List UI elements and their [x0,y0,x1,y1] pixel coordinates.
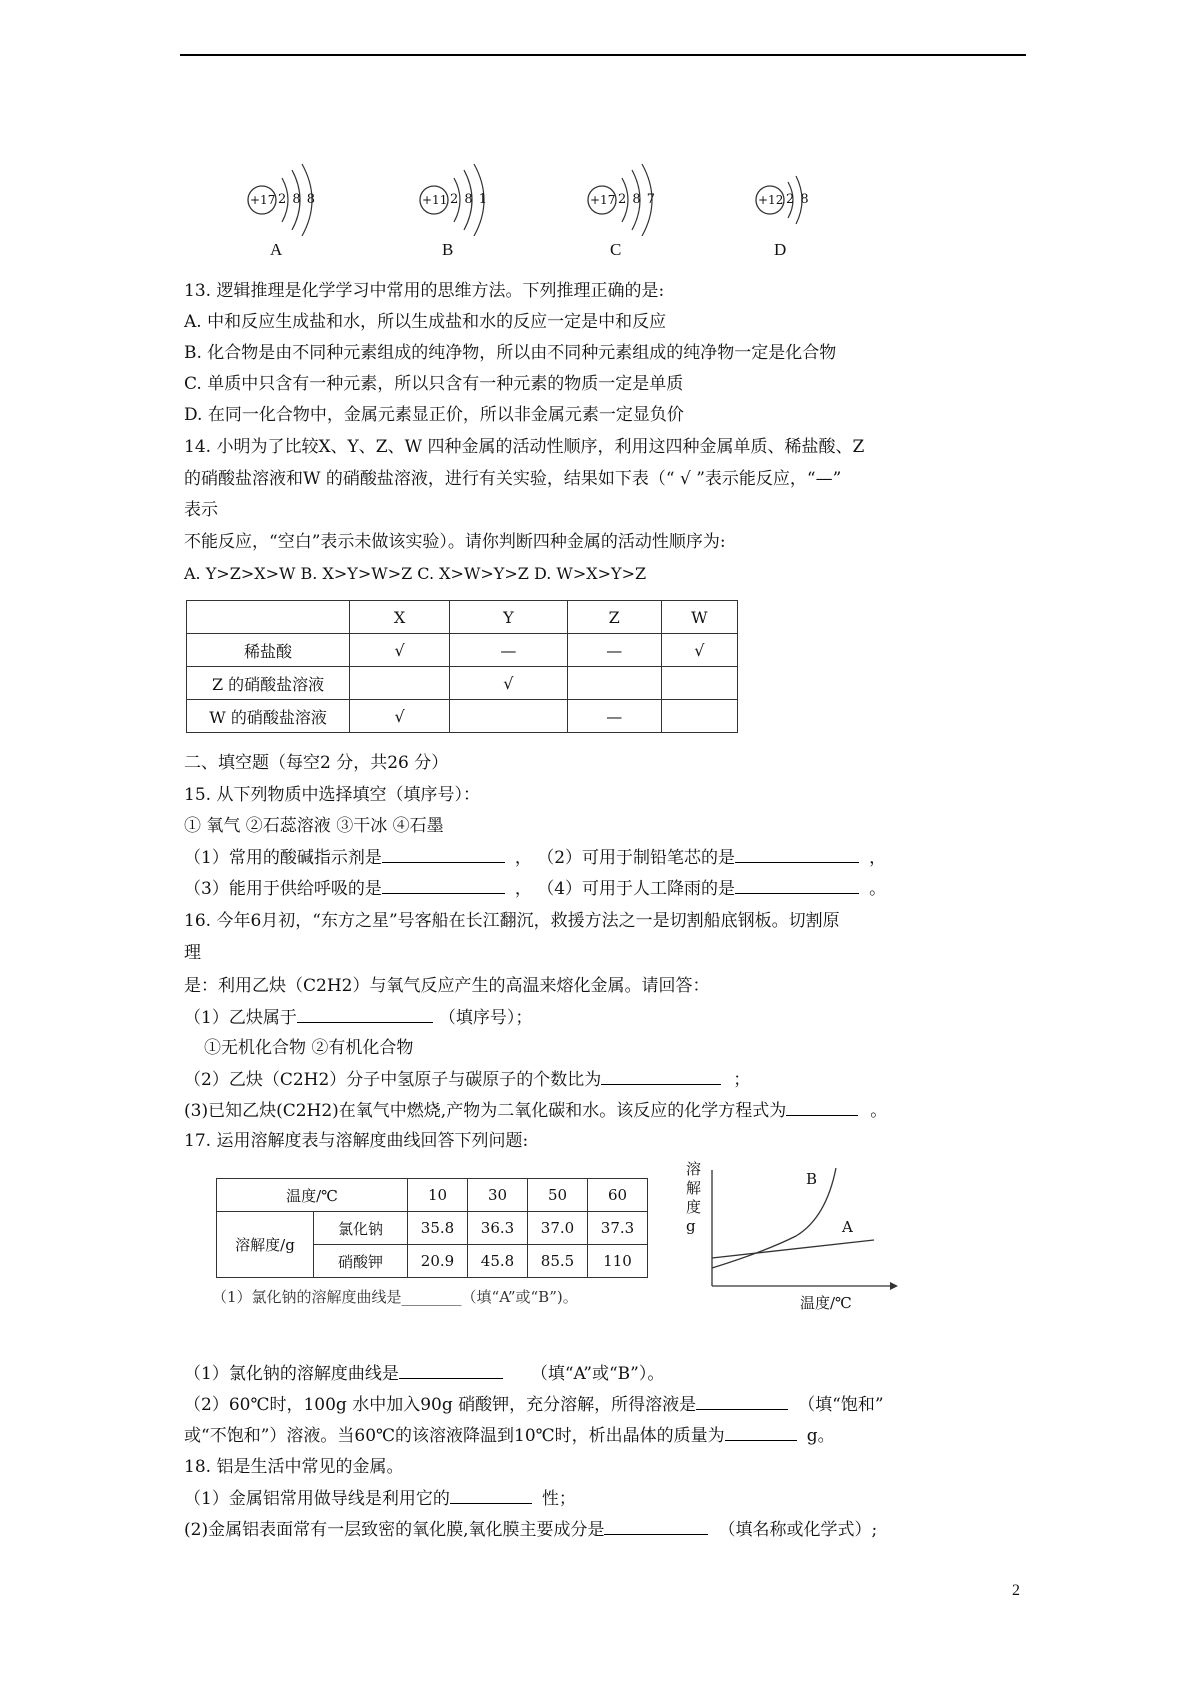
table-row [187,634,738,667]
q15-2-text: ， （2）可用于制铅笔芯的是 [514,848,736,868]
q15-4-text: ， （4）可用于人工降雨的是 [514,879,736,899]
answer-blank[interactable] [382,877,505,894]
q16-part1 [184,1006,532,1029]
q17-solubility-table [216,1178,648,1278]
solubility-graph [684,1160,914,1310]
table-header-cell [187,601,350,634]
solubility-label: 溶解度/g [217,1212,314,1278]
option-letter: B [442,240,454,259]
curve-b-label: B [806,1170,818,1188]
table-cell [567,667,661,700]
temp-label: 温度/℃ [217,1179,408,1212]
table-cell: 37.3 [588,1212,648,1245]
q13-option-b: B. 化合物是由不同种元素组成的纯净物，所以由不同种元素组成的纯净物一定是化合物 [184,343,837,363]
table-header-cell: W [661,601,737,634]
q17-part1 [184,1362,664,1385]
header-rule [180,54,1026,56]
substance-name: 硝酸钾 [314,1245,408,1278]
shell-electrons: 2 8 1 [450,192,489,207]
table-cell: — [450,634,568,667]
table-cell: 85.5 [528,1245,588,1278]
punct: 。 [869,879,887,899]
q17-2-text: （2）60℃时，100g 水中加入90g 硝酸钾，充分溶解，所得溶液是 [184,1395,697,1415]
temp-cell: 50 [528,1179,588,1212]
answer-blank[interactable] [297,1006,433,1023]
table-row [217,1212,648,1245]
table-cell: 37.0 [528,1212,588,1245]
q15-1-text: （1）常用的酸碱指示剂是 [184,848,382,868]
q16-line1: 16. 今年6月初，“东方之星”号客船在长江翻沉，救援方法之一是切割船底钢板。切割原 [184,911,840,931]
nucleus-label: +17 [250,193,276,207]
table-cell: √ [350,700,450,733]
unit: g。 [806,1426,835,1446]
answer-blank[interactable] [696,1393,788,1410]
q17-2-hint: （填“饱和” [798,1395,884,1415]
q17-1-text: （1）氯化钠的溶解度曲线是 [184,1364,399,1384]
punct: 。 [870,1101,888,1121]
table-cell [450,700,568,733]
q18-stem: 18. 铝是生活中常见的金属。 [184,1457,404,1477]
table-cell [661,700,737,733]
answer-blank[interactable] [601,1068,721,1085]
table-row [187,667,738,700]
q15-choices: ① 氧气 ②石蕊溶液 ③干冰 ④石墨 [184,816,444,836]
table-cell [661,667,737,700]
q16-3-text: (3)已知乙炔(C2H2)在氧气中燃烧,产物为二氧化碳和水。该反应的化学方程式为 [184,1101,787,1121]
table-cell [350,667,450,700]
temp-cell: 30 [468,1179,528,1212]
q17-stem: 17. 运用溶解度表与溶解度曲线回答下列问题: [184,1131,529,1151]
q16-part3 [184,1099,887,1122]
table-cell: 稀盐酸 [187,634,350,667]
answer-blank[interactable] [382,846,505,863]
option-letter: C [610,240,622,259]
nucleus-label: +12 [758,193,784,207]
solubility-curves [684,1160,914,1310]
q16-1-text: （1）乙炔属于 [184,1008,297,1028]
answer-blank[interactable] [735,846,859,863]
q16-part2 [184,1068,750,1091]
table-cell: Z 的硝酸盐溶液 [187,667,350,700]
answer-blank[interactable] [450,1487,532,1504]
answer-blank[interactable] [604,1518,708,1535]
q18-1-tail: 性； [541,1489,576,1509]
option-letter: A [270,240,283,259]
q15-stem: 15. 从下列物质中选择填空（填序号）： [184,785,480,805]
q13-option-c: C. 单质中只含有一种元素，所以只含有一种元素的物质一定是单质 [184,374,684,394]
q13-option-d: D. 在同一化合物中，金属元素显正价，所以非金属元素一定显负价 [184,405,684,425]
q14-line3: 表示 [184,500,218,520]
table-header-cell: Z [567,601,661,634]
atom-diagram-d [748,156,848,259]
table-cell: √ [661,634,737,667]
table-cell: — [567,700,661,733]
graph-xlabel: 温度/℃ [800,1294,852,1312]
nucleus-label: +11 [422,193,448,207]
temp-cell: 10 [408,1179,468,1212]
q18-2-hint: （填名称或化学式）; [718,1520,878,1540]
answer-blank[interactable] [399,1362,503,1379]
q18-2-text: (2)金属铝表面常有一层致密的氧化膜,氧化膜主要成分是 [184,1520,605,1540]
table-row [187,700,738,733]
q16-choices: ①无机化合物 ②有机化合物 [204,1038,414,1058]
page-number: 2 [1012,1582,1020,1599]
q18-1-text: （1）金属铝常用做导线是利用它的 [184,1489,450,1509]
table-cell: 20.9 [408,1245,468,1278]
atom-diagram-b [412,156,512,259]
table-cell: √ [450,667,568,700]
table-cell: 45.8 [468,1245,528,1278]
section-heading: 二、填空题（每空2 分，共26 分） [184,753,449,773]
atom-diagram-a [240,156,340,259]
q14-result-table [186,600,738,733]
q14-options: A. Y>Z>X>W B. X>Y>W>Z C. X>W>Y>Z D. W>X>Y>Z [184,564,647,583]
table-cell: 110 [588,1245,648,1278]
q14-line1: 14. 小明为了比较X、Y、Z、W 四种金属的活动性顺序，利用这四种金属单质、稀盐酸、Z [184,437,865,457]
table-header-cell: X [350,601,450,634]
shell-electrons: 2 8 [786,192,810,207]
q16-1-hint: （填序号）； [438,1008,533,1028]
q17-part3 [184,1424,835,1447]
option-letter: D [774,240,787,259]
q14-line4: 不能反应，“空白”表示未做该实验）。请你判断四种金属的活动性顺序为: [184,532,726,552]
table-cell: 35.8 [408,1212,468,1245]
q15-part2 [184,877,886,900]
q17-1-hint: （填“A”或“B”）。 [530,1364,665,1384]
q18-part2 [184,1518,877,1541]
substance-name: 氯化钠 [314,1212,408,1245]
answer-blank[interactable] [786,1099,858,1116]
q17-image-caption: （1）氯化钠的溶解度曲线是________（填“A”或“B”)。 [212,1288,578,1306]
q16-line2: 理 [184,943,201,963]
answer-blank[interactable] [725,1424,797,1441]
temp-cell: 60 [588,1179,648,1212]
table-cell: 36.3 [468,1212,528,1245]
shell-electrons: 2 8 7 [618,192,657,207]
graph-ylabel: 溶解度g [686,1160,702,1235]
q16-line3: 是：利用乙炔（C2H2）与氧气反应产生的高温来熔化金属。请回答： [184,976,710,996]
q14-line2: 的硝酸盐溶液和W 的硝酸盐溶液，进行有关实验，结果如下表（“ √ ”表示能反应，“—” [184,469,842,489]
punct: ； [733,1070,751,1090]
q17-part2 [184,1393,884,1416]
q15-3-text: （3）能用于供给呼吸的是 [184,879,382,899]
nucleus-label: +17 [590,193,616,207]
table-cell: W 的硝酸盐溶液 [187,700,350,733]
table-header-cell: Y [450,601,568,634]
punct: ， [869,848,887,868]
q13-stem: 13. 逻辑推理是化学学习中常用的思维方法。下列推理正确的是: [184,281,665,301]
answer-blank[interactable] [735,877,859,894]
q15-part1 [184,846,886,869]
table-cell: √ [350,634,450,667]
curve-a-label: A [842,1218,853,1236]
table-cell: — [567,634,661,667]
atom-diagram-c [580,156,680,259]
q13-option-a: A. 中和反应生成盐和水，所以生成盐和水的反应一定是中和反应 [184,312,667,332]
q16-2-text: （2）乙炔（C2H2）分子中氢原子与碳原子的个数比为 [184,1070,602,1090]
q17-3-text: 或“不饱和”）溶液。当60℃的该溶液降温到10℃时，析出晶体的质量为 [184,1426,725,1446]
q18-part1 [184,1487,576,1510]
shell-electrons: 2 8 8 [278,192,317,207]
